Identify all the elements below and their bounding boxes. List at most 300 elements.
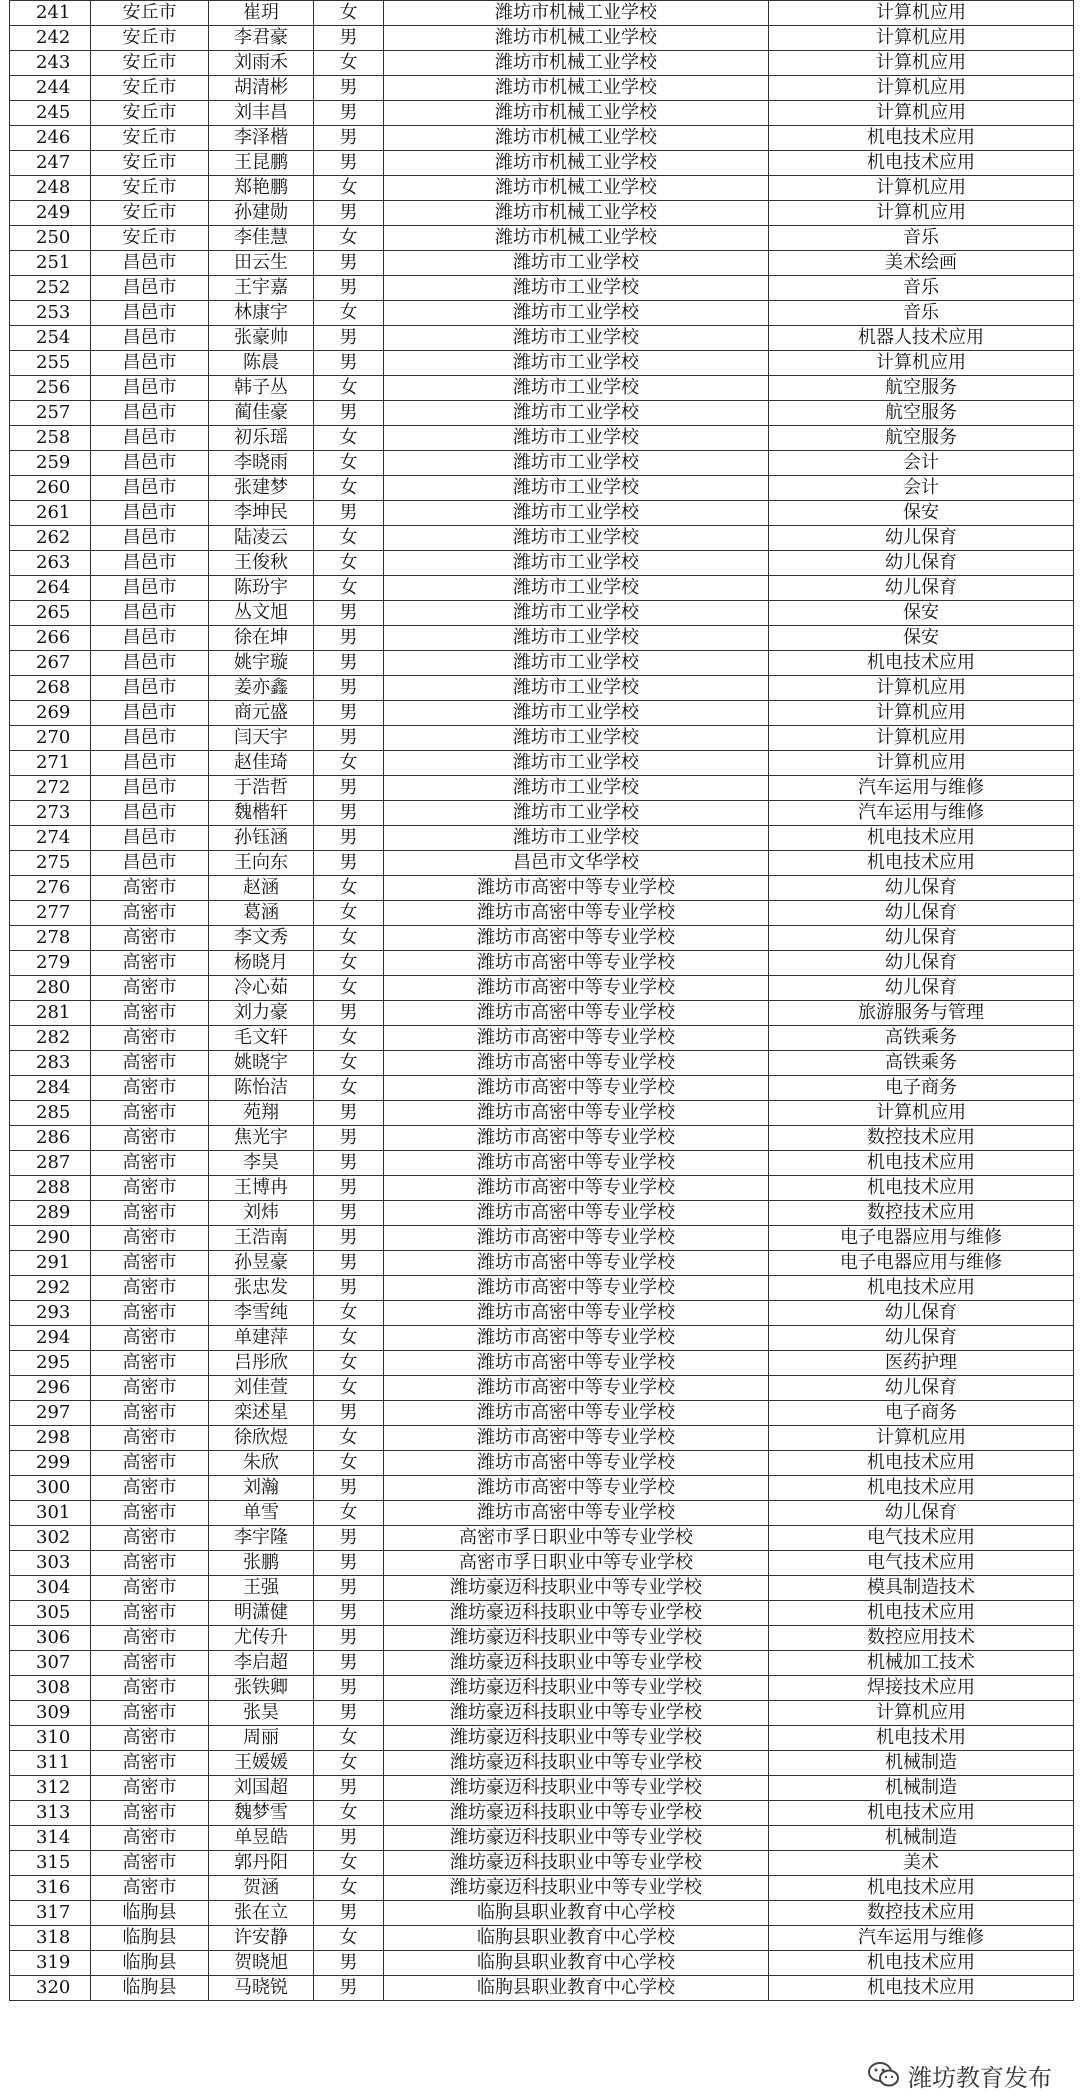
cell-school: 潍坊市工业学校 <box>384 451 769 476</box>
cell-major: 幼儿保育 <box>769 951 1074 976</box>
cell-school: 潍坊市高密中等专业学校 <box>384 1126 769 1151</box>
cell-major: 高铁乘务 <box>769 1051 1074 1076</box>
cell-name: 李佳慧 <box>209 226 314 251</box>
cell-city: 高密市 <box>91 1426 209 1451</box>
cell-number: 259 <box>10 451 91 476</box>
cell-major: 机电技术应用 <box>769 1176 1074 1201</box>
cell-number: 308 <box>10 1676 91 1701</box>
cell-school: 潍坊市工业学校 <box>384 501 769 526</box>
cell-number: 309 <box>10 1701 91 1726</box>
table-row <box>10 251 1074 276</box>
cell-major: 高铁乘务 <box>769 1026 1074 1051</box>
cell-number: 245 <box>10 101 91 126</box>
table-row <box>10 401 1074 426</box>
cell-school: 潍坊市工业学校 <box>384 251 769 276</box>
cell-school: 潍坊市工业学校 <box>384 326 769 351</box>
cell-gender: 男 <box>314 1276 384 1301</box>
cell-major: 音乐 <box>769 226 1074 251</box>
cell-name: 许安静 <box>209 1926 314 1951</box>
cell-city: 高密市 <box>91 1751 209 1776</box>
cell-number: 294 <box>10 1326 91 1351</box>
table-row <box>10 826 1074 851</box>
cell-name: 李昊 <box>209 1151 314 1176</box>
table-row <box>10 376 1074 401</box>
cell-number: 315 <box>10 1851 91 1876</box>
cell-number: 268 <box>10 676 91 701</box>
cell-school: 潍坊市高密中等专业学校 <box>384 976 769 1001</box>
cell-major: 电子电器应用与维修 <box>769 1251 1074 1276</box>
cell-school: 潍坊豪迈科技职业中等专业学校 <box>384 1826 769 1851</box>
cell-number: 292 <box>10 1276 91 1301</box>
cell-city: 高密市 <box>91 1376 209 1401</box>
cell-name: 魏梦雪 <box>209 1801 314 1826</box>
table-row <box>10 676 1074 701</box>
cell-number: 263 <box>10 551 91 576</box>
cell-number: 256 <box>10 376 91 401</box>
student-list-table <box>9 0 1074 2001</box>
table-row <box>10 1476 1074 1501</box>
cell-city: 高密市 <box>91 1551 209 1576</box>
cell-major: 机电技术应用 <box>769 1951 1074 1976</box>
cell-number: 274 <box>10 826 91 851</box>
cell-major: 计算机应用 <box>769 101 1074 126</box>
cell-name: 李坤民 <box>209 501 314 526</box>
cell-name: 单昱皓 <box>209 1826 314 1851</box>
table-row <box>10 1701 1074 1726</box>
table-row <box>10 51 1074 76</box>
cell-major: 保安 <box>769 626 1074 651</box>
cell-number: 260 <box>10 476 91 501</box>
cell-number: 277 <box>10 901 91 926</box>
cell-city: 高密市 <box>91 1851 209 1876</box>
cell-gender: 男 <box>314 701 384 726</box>
cell-major: 机电技术应用 <box>769 151 1074 176</box>
cell-city: 高密市 <box>91 1401 209 1426</box>
cell-gender: 女 <box>314 1051 384 1076</box>
cell-school: 临朐县职业教育中心学校 <box>384 1976 769 2001</box>
cell-name: 闫天宇 <box>209 726 314 751</box>
cell-city: 临朐县 <box>91 1901 209 1926</box>
cell-school: 潍坊市高密中等专业学校 <box>384 1001 769 1026</box>
cell-number: 247 <box>10 151 91 176</box>
cell-gender: 男 <box>314 1951 384 1976</box>
cell-gender: 女 <box>314 1376 384 1401</box>
cell-name: 魏楷轩 <box>209 801 314 826</box>
table-row <box>10 1801 1074 1826</box>
cell-major: 航空服务 <box>769 401 1074 426</box>
cell-major: 幼儿保育 <box>769 926 1074 951</box>
cell-gender: 男 <box>314 1976 384 2001</box>
cell-name: 刘丰昌 <box>209 101 314 126</box>
cell-gender: 男 <box>314 1201 384 1226</box>
cell-name: 刘瀚 <box>209 1476 314 1501</box>
cell-number: 299 <box>10 1451 91 1476</box>
table-row <box>10 1001 1074 1026</box>
cell-name: 蔺佳豪 <box>209 401 314 426</box>
cell-number: 303 <box>10 1551 91 1576</box>
cell-city: 昌邑市 <box>91 751 209 776</box>
cell-city: 高密市 <box>91 1251 209 1276</box>
cell-city: 高密市 <box>91 1526 209 1551</box>
cell-name: 李晓雨 <box>209 451 314 476</box>
cell-school: 潍坊市高密中等专业学校 <box>384 1351 769 1376</box>
table-row <box>10 1526 1074 1551</box>
table-row <box>10 1401 1074 1426</box>
cell-school: 潍坊市高密中等专业学校 <box>384 901 769 926</box>
cell-gender: 男 <box>314 1826 384 1851</box>
cell-major: 电子电器应用与维修 <box>769 1226 1074 1251</box>
cell-school: 潍坊豪迈科技职业中等专业学校 <box>384 1776 769 1801</box>
cell-name: 单雪 <box>209 1501 314 1526</box>
cell-number: 290 <box>10 1226 91 1251</box>
cell-name: 商元盛 <box>209 701 314 726</box>
cell-number: 243 <box>10 51 91 76</box>
cell-school: 潍坊市高密中等专业学校 <box>384 1251 769 1276</box>
cell-school: 潍坊市工业学校 <box>384 376 769 401</box>
cell-gender: 女 <box>314 51 384 76</box>
cell-gender: 男 <box>314 776 384 801</box>
cell-city: 昌邑市 <box>91 501 209 526</box>
cell-gender: 女 <box>314 301 384 326</box>
cell-name: 胡清彬 <box>209 76 314 101</box>
cell-name: 李宇隆 <box>209 1526 314 1551</box>
cell-name: 单建萍 <box>209 1326 314 1351</box>
cell-major: 幼儿保育 <box>769 1326 1074 1351</box>
cell-number: 286 <box>10 1126 91 1151</box>
cell-major: 机电技术用 <box>769 1726 1074 1751</box>
cell-major: 机电技术应用 <box>769 1276 1074 1301</box>
table-row <box>10 276 1074 301</box>
cell-major: 幼儿保育 <box>769 526 1074 551</box>
cell-number: 252 <box>10 276 91 301</box>
table-row <box>10 176 1074 201</box>
cell-name: 孙昱豪 <box>209 1251 314 1276</box>
cell-number: 241 <box>10 1 91 26</box>
cell-name: 李启超 <box>209 1651 314 1676</box>
cell-gender: 男 <box>314 726 384 751</box>
cell-gender: 男 <box>314 26 384 51</box>
cell-number: 300 <box>10 1476 91 1501</box>
cell-city: 高密市 <box>91 1826 209 1851</box>
table-row <box>10 1376 1074 1401</box>
cell-gender: 男 <box>314 276 384 301</box>
table-row <box>10 1276 1074 1301</box>
cell-school: 潍坊豪迈科技职业中等专业学校 <box>384 1651 769 1676</box>
table-row <box>10 226 1074 251</box>
table-row <box>10 1251 1074 1276</box>
table-row <box>10 1626 1074 1651</box>
cell-number: 307 <box>10 1651 91 1676</box>
table-row <box>10 126 1074 151</box>
cell-city: 昌邑市 <box>91 576 209 601</box>
table-row <box>10 1551 1074 1576</box>
cell-city: 安丘市 <box>91 26 209 51</box>
cell-city: 高密市 <box>91 1726 209 1751</box>
table-row <box>10 301 1074 326</box>
cell-number: 273 <box>10 801 91 826</box>
cell-name: 姚宇璇 <box>209 651 314 676</box>
table-row <box>10 601 1074 626</box>
cell-number: 271 <box>10 751 91 776</box>
table-row <box>10 1501 1074 1526</box>
table-row <box>10 726 1074 751</box>
table-row <box>10 776 1074 801</box>
cell-name: 马晓锐 <box>209 1976 314 2001</box>
cell-gender: 女 <box>314 901 384 926</box>
cell-name: 刘国超 <box>209 1776 314 1801</box>
table-row <box>10 1576 1074 1601</box>
cell-name: 孙建勋 <box>209 201 314 226</box>
cell-school: 潍坊市机械工业学校 <box>384 151 769 176</box>
cell-city: 昌邑市 <box>91 276 209 301</box>
cell-school: 潍坊豪迈科技职业中等专业学校 <box>384 1751 769 1776</box>
cell-city: 安丘市 <box>91 101 209 126</box>
cell-city: 高密市 <box>91 901 209 926</box>
cell-number: 284 <box>10 1076 91 1101</box>
cell-school: 潍坊市高密中等专业学校 <box>384 1376 769 1401</box>
cell-gender: 女 <box>314 926 384 951</box>
cell-city: 昌邑市 <box>91 551 209 576</box>
cell-number: 265 <box>10 601 91 626</box>
cell-gender: 男 <box>314 826 384 851</box>
cell-number: 262 <box>10 526 91 551</box>
cell-city: 昌邑市 <box>91 851 209 876</box>
cell-city: 昌邑市 <box>91 401 209 426</box>
cell-gender: 男 <box>314 1626 384 1651</box>
table-row <box>10 1026 1074 1051</box>
cell-major: 机电技术应用 <box>769 651 1074 676</box>
table-row <box>10 926 1074 951</box>
cell-gender: 男 <box>314 1676 384 1701</box>
cell-city: 昌邑市 <box>91 301 209 326</box>
cell-name: 李雪纯 <box>209 1301 314 1326</box>
cell-city: 昌邑市 <box>91 326 209 351</box>
cell-name: 苑翔 <box>209 1101 314 1126</box>
cell-major: 幼儿保育 <box>769 1501 1074 1526</box>
cell-major: 计算机应用 <box>769 201 1074 226</box>
cell-school: 潍坊豪迈科技职业中等专业学校 <box>384 1626 769 1651</box>
table-row <box>10 1226 1074 1251</box>
cell-gender: 男 <box>314 1251 384 1276</box>
cell-city: 安丘市 <box>91 201 209 226</box>
cell-name: 刘佳萱 <box>209 1376 314 1401</box>
cell-name: 赵佳琦 <box>209 751 314 776</box>
cell-school: 潍坊市高密中等专业学校 <box>384 1401 769 1426</box>
cell-school: 临朐县职业教育中心学校 <box>384 1926 769 1951</box>
cell-number: 246 <box>10 126 91 151</box>
cell-city: 高密市 <box>91 1876 209 1901</box>
cell-name: 陈晨 <box>209 351 314 376</box>
cell-number: 255 <box>10 351 91 376</box>
cell-gender: 男 <box>314 601 384 626</box>
cell-major: 汽车运用与维修 <box>769 776 1074 801</box>
table-row <box>10 426 1074 451</box>
cell-gender: 男 <box>314 651 384 676</box>
cell-city: 安丘市 <box>91 76 209 101</box>
table-row <box>10 1101 1074 1126</box>
table-row <box>10 1 1074 26</box>
cell-name: 周丽 <box>209 1726 314 1751</box>
cell-gender: 男 <box>314 1601 384 1626</box>
cell-gender: 男 <box>314 676 384 701</box>
cell-gender: 女 <box>314 1426 384 1451</box>
cell-school: 潍坊市机械工业学校 <box>384 126 769 151</box>
cell-school: 潍坊市工业学校 <box>384 776 769 801</box>
cell-major: 机器人技术应用 <box>769 326 1074 351</box>
cell-name: 孙钰涵 <box>209 826 314 851</box>
cell-school: 潍坊市高密中等专业学校 <box>384 1076 769 1101</box>
cell-major: 数控应用技术 <box>769 1626 1074 1651</box>
cell-city: 昌邑市 <box>91 626 209 651</box>
cell-gender: 女 <box>314 376 384 401</box>
cell-name: 王昆鹏 <box>209 151 314 176</box>
cell-city: 昌邑市 <box>91 351 209 376</box>
cell-major: 机电技术应用 <box>769 1451 1074 1476</box>
cell-city: 昌邑市 <box>91 726 209 751</box>
table-row <box>10 76 1074 101</box>
cell-major: 机电技术应用 <box>769 1876 1074 1901</box>
cell-major: 计算机应用 <box>769 1426 1074 1451</box>
cell-school: 潍坊市机械工业学校 <box>384 76 769 101</box>
cell-city: 高密市 <box>91 1701 209 1726</box>
cell-major: 数控技术应用 <box>769 1126 1074 1151</box>
cell-name: 徐在坤 <box>209 626 314 651</box>
cell-number: 306 <box>10 1626 91 1651</box>
watermark-text: 潍坊教育发布 <box>908 2063 1052 2092</box>
cell-school: 潍坊市工业学校 <box>384 301 769 326</box>
table-row <box>10 751 1074 776</box>
cell-school: 昌邑市文华学校 <box>384 851 769 876</box>
cell-city: 安丘市 <box>91 176 209 201</box>
cell-name: 姜亦鑫 <box>209 676 314 701</box>
cell-school: 潍坊市工业学校 <box>384 701 769 726</box>
cell-major: 机械制造 <box>769 1751 1074 1776</box>
cell-city: 高密市 <box>91 1101 209 1126</box>
cell-number: 281 <box>10 1001 91 1026</box>
cell-name: 李泽楷 <box>209 126 314 151</box>
cell-major: 计算机应用 <box>769 76 1074 101</box>
cell-major: 保安 <box>769 501 1074 526</box>
table-row <box>10 1901 1074 1926</box>
cell-number: 317 <box>10 1901 91 1926</box>
cell-gender: 女 <box>314 1351 384 1376</box>
cell-gender: 女 <box>314 1326 384 1351</box>
table-row <box>10 651 1074 676</box>
table-row <box>10 1051 1074 1076</box>
cell-number: 291 <box>10 1251 91 1276</box>
cell-major: 音乐 <box>769 276 1074 301</box>
table-row <box>10 101 1074 126</box>
cell-number: 280 <box>10 976 91 1001</box>
cell-gender: 男 <box>314 1001 384 1026</box>
cell-gender: 男 <box>314 326 384 351</box>
cell-gender: 男 <box>314 801 384 826</box>
cell-gender: 男 <box>314 1151 384 1176</box>
cell-city: 高密市 <box>91 951 209 976</box>
table-row <box>10 526 1074 551</box>
cell-name: 陈怡洁 <box>209 1076 314 1101</box>
cell-gender: 男 <box>314 351 384 376</box>
table-row <box>10 1151 1074 1176</box>
cell-city: 昌邑市 <box>91 676 209 701</box>
cell-city: 高密市 <box>91 1501 209 1526</box>
cell-school: 潍坊市高密中等专业学校 <box>384 1201 769 1226</box>
cell-number: 318 <box>10 1926 91 1951</box>
cell-name: 丛文旭 <box>209 601 314 626</box>
cell-school: 潍坊市机械工业学校 <box>384 1 769 26</box>
cell-gender: 男 <box>314 1701 384 1726</box>
cell-number: 244 <box>10 76 91 101</box>
cell-school: 潍坊市工业学校 <box>384 801 769 826</box>
table-row <box>10 801 1074 826</box>
cell-name: 初乐瑶 <box>209 426 314 451</box>
cell-school: 潍坊市机械工业学校 <box>384 101 769 126</box>
cell-name: 尤传升 <box>209 1626 314 1651</box>
cell-major: 电子商务 <box>769 1401 1074 1426</box>
cell-gender: 男 <box>314 1576 384 1601</box>
cell-number: 310 <box>10 1726 91 1751</box>
cell-city: 昌邑市 <box>91 476 209 501</box>
cell-number: 304 <box>10 1576 91 1601</box>
cell-gender: 女 <box>314 1726 384 1751</box>
cell-city: 昌邑市 <box>91 526 209 551</box>
cell-name: 吕彤欣 <box>209 1351 314 1376</box>
cell-major: 幼儿保育 <box>769 976 1074 1001</box>
cell-city: 安丘市 <box>91 126 209 151</box>
table-row <box>10 1176 1074 1201</box>
table-row <box>10 476 1074 501</box>
cell-school: 潍坊市高密中等专业学校 <box>384 1151 769 1176</box>
cell-city: 安丘市 <box>91 226 209 251</box>
cell-number: 258 <box>10 426 91 451</box>
cell-city: 高密市 <box>91 1676 209 1701</box>
cell-school: 潍坊豪迈科技职业中等专业学校 <box>384 1701 769 1726</box>
cell-number: 314 <box>10 1826 91 1851</box>
cell-school: 潍坊市工业学校 <box>384 576 769 601</box>
cell-gender: 女 <box>314 1076 384 1101</box>
cell-number: 253 <box>10 301 91 326</box>
cell-name: 张建梦 <box>209 476 314 501</box>
cell-city: 昌邑市 <box>91 651 209 676</box>
table-row <box>10 1676 1074 1701</box>
cell-name: 王媛媛 <box>209 1751 314 1776</box>
cell-city: 临朐县 <box>91 1976 209 2001</box>
cell-school: 潍坊市工业学校 <box>384 726 769 751</box>
cell-number: 283 <box>10 1051 91 1076</box>
cell-gender: 女 <box>314 1 384 26</box>
cell-name: 郑艳鹏 <box>209 176 314 201</box>
cell-school: 潍坊市工业学校 <box>384 751 769 776</box>
cell-major: 机电技术应用 <box>769 826 1074 851</box>
cell-major: 机电技术应用 <box>769 1151 1074 1176</box>
cell-name: 张豪帅 <box>209 326 314 351</box>
cell-number: 320 <box>10 1976 91 2001</box>
cell-number: 261 <box>10 501 91 526</box>
table-row <box>10 1951 1074 1976</box>
cell-number: 248 <box>10 176 91 201</box>
cell-gender: 女 <box>314 1801 384 1826</box>
cell-school: 潍坊豪迈科技职业中等专业学校 <box>384 1801 769 1826</box>
cell-gender: 男 <box>314 1101 384 1126</box>
cell-gender: 男 <box>314 251 384 276</box>
table-row <box>10 1326 1074 1351</box>
cell-gender: 男 <box>314 151 384 176</box>
cell-city: 高密市 <box>91 976 209 1001</box>
cell-city: 高密市 <box>91 1326 209 1351</box>
cell-number: 249 <box>10 201 91 226</box>
cell-gender: 男 <box>314 1476 384 1501</box>
cell-major: 幼儿保育 <box>769 1376 1074 1401</box>
